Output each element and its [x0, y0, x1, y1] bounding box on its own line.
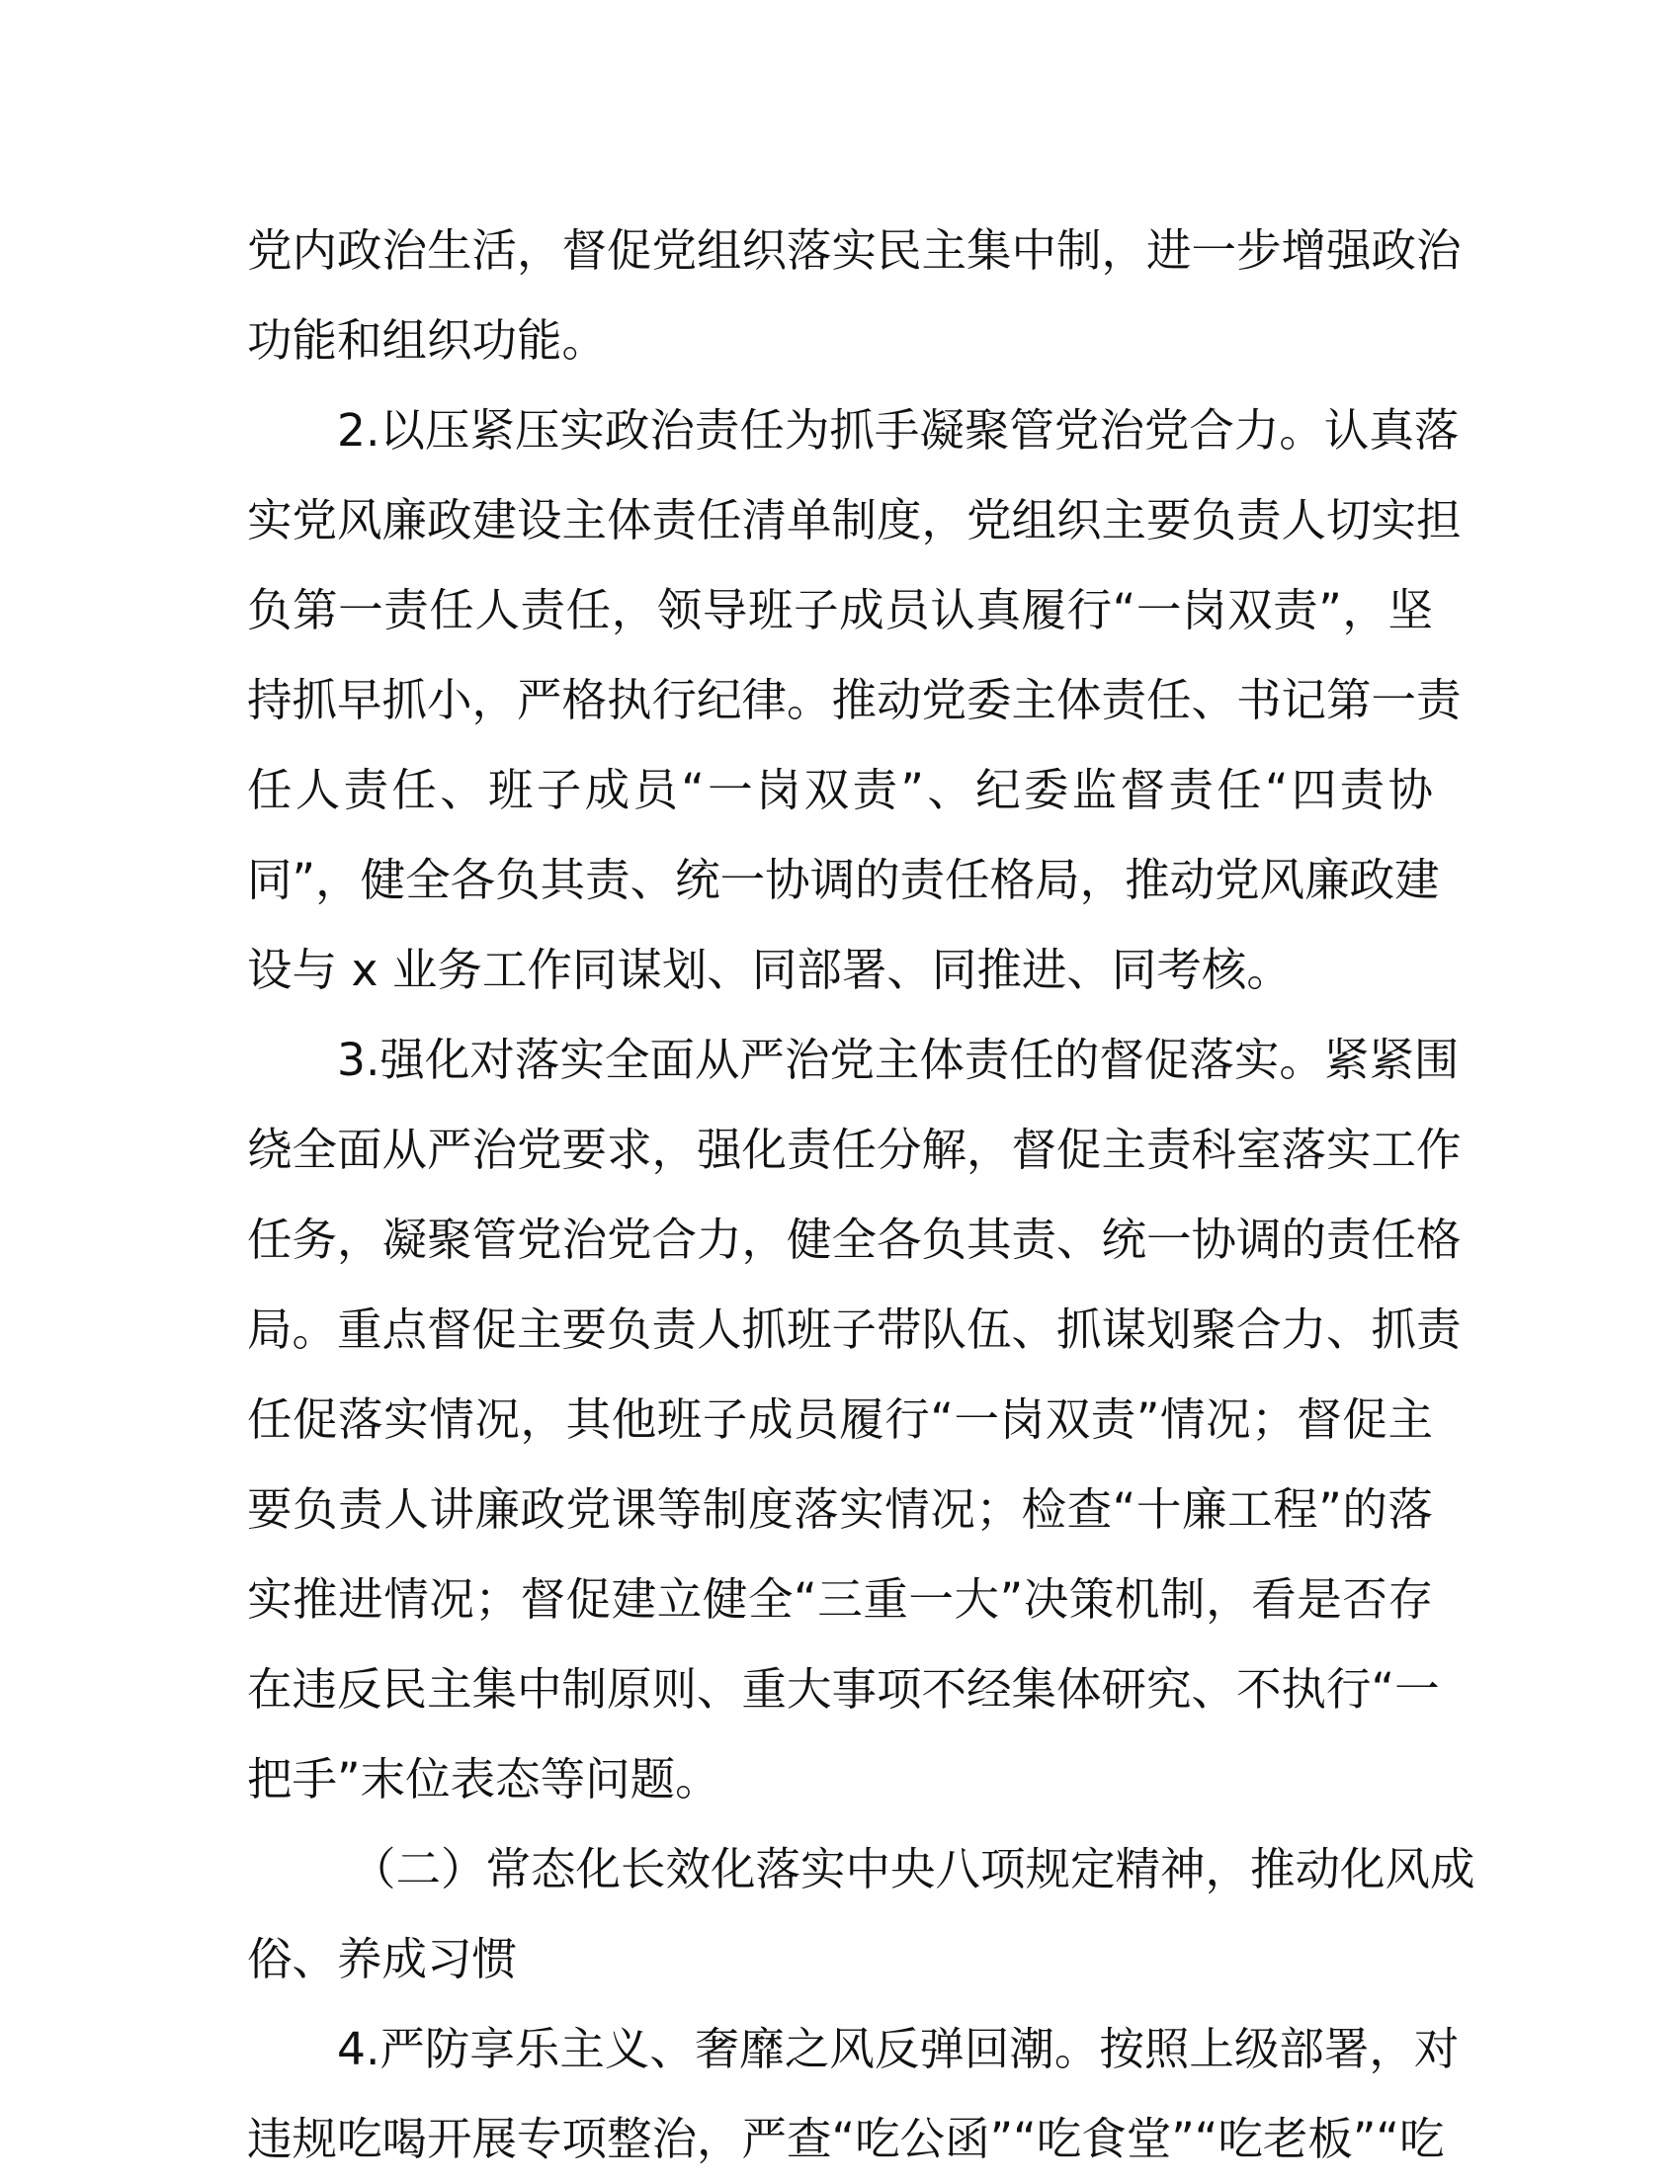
paragraph-line: 违规吃喝开展专项整治，严查“吃公函”“吃食堂”“吃老板”“吃	[247, 2113, 1445, 2165]
paragraph-line: 功能和组织功能。	[247, 314, 608, 367]
paragraph-line: 同”，健全各负其责、统一协调的责任格局，推动党风廉政建	[247, 854, 1440, 906]
paragraph-line: 任促落实情况，其他班子成员履行“一岗双责”情况；督促主	[247, 1393, 1433, 1446]
paragraph-line: 负第一责任人责任，领导班子成员认真履行“一岗双责”，坚	[247, 584, 1433, 636]
paragraph-line: 实推进情况；督促建立健全“三重一大”决策机制，看是否存	[247, 1573, 1433, 1626]
paragraph-line: 把手”末位表态等问题。	[247, 1753, 720, 1806]
paragraph-line: 实党风廉政建设主体责任清单制度，党组织主要负责人切实担	[247, 494, 1462, 546]
document-body	[247, 206, 1475, 2184]
paragraph-line: 持抓早抓小，严格执行纪律。推动党委主体责任、书记第一责	[247, 674, 1462, 726]
paragraph-line: 3.强化对落实全面从严治党主体责任的督促落实。紧紧围	[337, 1034, 1460, 1086]
section-heading-line: （二）常态化长效化落实中央八项规定精神，推动化风成	[351, 1843, 1475, 1895]
paragraph-line: 设与 x 业务工作同谋划、同部署、同推进、同考核。	[247, 944, 1292, 996]
paragraph-line: 局。重点督促主要负责人抓班子带队伍、抓谋划聚合力、抓责	[247, 1303, 1462, 1356]
paragraph-line: 绕全面从严治党要求，强化责任分解，督促主责科室落实工作	[247, 1124, 1462, 1176]
paragraph-line: 2.以压紧压实政治责任为抓手凝聚管党治党合力。认真落	[337, 404, 1460, 457]
paragraph-line: 4.严防享乐主义、奢靡之风反弹回潮。按照上级部署，对	[337, 2023, 1460, 2075]
paragraph-line: 要负责人讲廉政党课等制度落实情况；检查“十廉工程”的落	[247, 1483, 1433, 1536]
paragraph-line: 党内政治生活，督促党组织落实民主集中制，进一步增强政治	[247, 224, 1462, 277]
paragraph-line: 任务，凝聚管党治党合力，健全各负其责、统一协调的责任格	[247, 1214, 1462, 1266]
paragraph-line: 在违反民主集中制原则、重大事项不经集体研究、不执行“一	[247, 1663, 1440, 1716]
paragraph-line: 任人责任、班子成员“一岗双责”、纪委监督责任“四责协	[247, 764, 1433, 816]
section-heading-line: 俗、养成习惯	[247, 1933, 518, 1985]
